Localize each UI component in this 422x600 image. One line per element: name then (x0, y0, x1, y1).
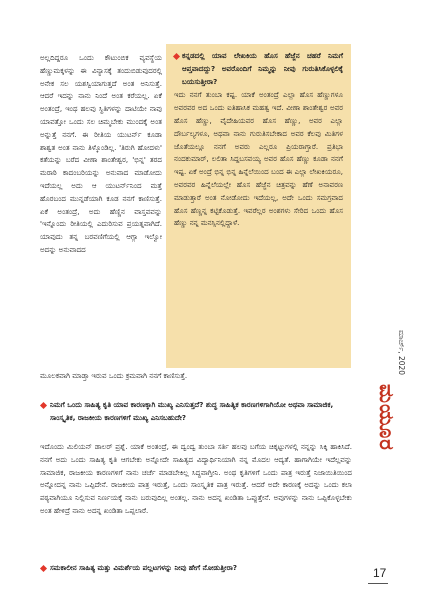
left-column-text: ಅಲ್ಲದಿದ್ದರೂ ಒಂದು ಕೌಟುಂಬಿಕ ವ್ಯವಸ್ಥೆಯ ಹೆಣ್ಣುಮಕ್ಕಳನ್ನು ಈ ವಿನ್ಯಾಸಕ್ಕೆ ತಂದುಬಿಡುವುದರಲ್ಲಿ ಅನೇಕ ಸಲ ಯಶಸ್ವಿಯಾಗುತ್ತದೆ ಅಂತ ಅನಿಸುತ್ತೆ. ಆದರೆ ಇದನ್ನು ನಾನು ನಿಂದೆ ಅಂತ ಕರೆಯಲ್ಲ. ಏಕೆ ಅಂತಂದ್ರೆ, ಇಂಥ ಹಲವು ಸ್ಥಿತಿಗಳನ್ನು ದಾಟಿಯೇ ನಾವು ಯಾವತ್ತೋ ಒಂದು ಸಲ ಚಿಮ್ಮಬೇಕು ಮುಂದಕ್ಕೆ ಅಂತ ಅನ್ನುತ್ತೆ ನನಗೆ. ಈ ರೀತಿಯ ಯುಟರ್ನ್ ಕೂಡಾ ಶಾಶ್ವತ ಅಂತ ನಾನು ತಿಳ್ಕೊಂಡಿಲ್ಲ. 'ತಿರುಗಿ ಹೋದಳು' ಕತೆಯನ್ನು ಬರೆದ ವೀಣಾ ಶಾಂತೇಶ್ವರ, 'ಭಿನ್ನ' ತರದ ಮರಾಠಿ ಕಾದಂಬರಿಯನ್ನು ಅನುವಾದ ಮಾಡೋದು ಇದೆಯಲ್ಲ ಅದು ಆ ಯುಟರ್ನ್‌ನಿಂದ ಮತ್ತೆ ಹೊರಬಂದ ಮುನ್ನಡೆಯಾಗಿ ಕೂಡ ನನಗೆ ಕಾಣಿಸುತ್ತೆ. ಏಕೆ ಅಂತಂದ್ರೆ, ಅದು ಹೆಣ್ಣಿನ ವಾಸ್ತವವನ್ನು 'ಇನ್ನೊಂದು ರೀತಿಯಲ್ಲಿ ಎದುರಿಸುವ ಪ್ರಯತ್ನವಾಗಿದೆ. ಯಾವುದು ತನ್ನ ಬರವಣಿಗೆಯಲ್ಲಿ ಆಗ್ಲಾ ಇಲ್ವೋ ಅದನ್ನು ಅನುವಾದದ (40, 53, 162, 254)
bullet-icon (40, 402, 47, 409)
question-3 (40, 562, 352, 575)
callout-answer: ಇದು ನನಗೆ ತುಂಬಾ ಕಷ್ಟ. ಯಾಕೆ ಅಂತಂದ್ರೆ ಎಲ್ಲಾ ಹೊಸ ಹೆಣ್ಣುಗಳೂ ಅವರವರ ಅದ ಒಂದು ಐತಿಹಾಸಿಕ ಮಹತ್ವ ಇದೆ. ವೀಣಾ ಶಾಂತೇಶ್ವರ ಅವರ ಹೊಸ ಹೆಣ್ಣು, ವೈದೇಹಿಯವರ ಹೊಸ ಹೆಣ್ಣು, ಅವರ ಎಲ್ಲಾ ದೌರ್ಬಲ್ಯಗಳೂ, ಅಥವಾ ನಾನು ಗುರುತಿಸಬೇಕಾದ ಅವರ ಕೆಲವು ಮಿತಿಗಳ ಜೊತೆಯಲ್ಲೂ ನನಗೆ ಅವರು ಎಲ್ಲರೂ ಪ್ರಿಯರಾಗ್ತಾರೆ. ಪ್ರತಿಭಾ ನಂದಕುಮಾರ್, ಲಲಿತಾ ಸಿದ್ದಬಸವಯ್ಯ ಅವರ ಹೊಸ ಹೆಣ್ಣು ಕೂಡಾ ನನಗೆ ಇಷ್ಟ. ಏಕೆ ಅಂದ್ರೆ ಭಿನ್ನ ಭಿನ್ನ ಹಿನ್ನೆಲೆಯಿಂದ ಬಂದ ಈ ಎಲ್ಲಾ ಲೇಖಕಿಯರೂ, ಅವರವರ ಹಿನ್ನೆಲೆಯಲ್ಲೇ ಹೊಸ ಹೆಜ್ಜೆನ ಚಿತ್ರವನ್ನು ಹೆಣೆ ಅನಾವರಣ ಮಾಡುತ್ತಾರೆ ಅಂತ ನೋಡೋದು ಇದೆಯಲ್ಲ, ಅದೇ ಒಂದು ಸಮಗ್ರವಾದ ಹೊಸ ಹೆಣ್ಣನ್ನ ಕಟ್ಟಿಕೊಡುತ್ತೆ. ಇವರೆಲ್ಲರ ಅಂಶಗಳು ಸೇರಿದ ಒಂದು ಹೊಸ ಹೆಣ್ಣು ನನ್ನ ಮನಸ್ಸಿನಲ್ಲಿದ್ದಾಳೆ. (174, 90, 343, 228)
question-2-text: ನಿಮಗೆ ಒಂದು ಸಾಹಿತ್ಯ ಕೃತಿ ಯಾವ ಕಾರಣಕ್ಕಾಗಿ ಮುಖ್ಯ ಎನಿಸುತ್ತದೆ? ಶುದ್ಧ ಸಾಹಿತ್ಯಿಕ ಕಾರಣಗಳಿಗಾಗಿಯೋ ಅಥವಾ ಸಾಮಾಜಿಕ, ಸಾಂಸ್ಕೃತಿಕ, ರಾಜಕೀಯ ಕಾರಣಗಳಿಗೆ ಮುಖ್ಯ ಎನಿಸಬಹುದೇ? (50, 400, 334, 422)
question-3-text: ಸಮಕಾಲೀನ ಸಾಹಿತ್ಯ ಮತ್ತು ವಿಮರ್ಶೆಯ ಪಲ್ಲಟಗಳನ್ನು ನೀವು ಹೇಗೆ ನೋಡುತ್ತೀರಾ? (50, 563, 237, 572)
callout-box (166, 44, 351, 368)
footer-rule (368, 583, 388, 584)
continuation-paragraph: ಮೂಲಕವಾಗಿ ಮಾಡ್ತಾ ಇರುವ ಒಂದು ಕ್ರಮವಾಗಿ ನನಗೆ ಕಾಣಿಸುತ್ತೆ. (40, 371, 188, 380)
left-column (40, 52, 162, 257)
bullet-icon (173, 53, 180, 60)
bullet-icon (40, 565, 47, 572)
magazine-masthead: ಮಯೂರ (375, 384, 399, 451)
issue-date: ಮಾರ್ಚ್, 2020 (397, 330, 406, 376)
question-2 (40, 399, 352, 425)
callout-question (174, 50, 343, 88)
page-number: 17 (373, 566, 387, 580)
answer-2: ಇದೊಂದು ಮಿಲಿಯನ್ ಡಾಲರ್ ಪ್ರಶ್ನೆ. ಯಾಕೆ ಅಂತಂದ್ರೆ, ಈ ದ್ವಂದ್ವ ತುಂಬಾ ಸರ್ತಿ ಹಲವು ಬಗೆಯ ಚಿಕ್ಕಟ್ಟುಗಳಲ್ಲಿ ನನ್ನನ್ನು ಸಿಕ್ಕಿ ಹಾಕಿಸಿದೆ. ನನಗೆ ಅದು ಒಂದು ಸಾಹಿತ್ಯ ಕೃತಿ ಆಗಬೇಕು ಅನ್ನೋದೇ ಸಾಹಿತ್ಯದ ವಿದ್ಯಾರ್ಥಿನಿಯಾಗಿ ನನ್ನ ಮೊದಲ ಆದ್ಯತೆ. ಹಾಗಾಗಿಯೇ ಇದೆಲ್ಲವನ್ನು ಸಾಮಾಜಿಕ, ರಾಜಕೀಯ ಕಾರಣಗಳಿಗೆ ನಾನು ಚರ್ಚೆ ಮಾಡಬೇಕಿಲ್ಲ ಸಿದ್ಧವಾಗ್ತೀನಿ. ಅಂಥ ಕೃತಿಗಳಿಗೆ ಒಂದು ಪಾತ್ರ ಇರುತ್ತೆ ನಿಜಾಯಿತಿಯಿಂದ ಅನ್ನೋದನ್ನ ನಾನು ಒಪ್ಪಿದೇನೆ. ರಾಜಕೀಯ ಪಾತ್ರ ಇರುತ್ತೆ, ಒಂದು ಸಾಂಸ್ಕೃತಿಕ ಪಾತ್ರ ಇರುತ್ತೆ. ಆದರೆ ಅದೇ ಕಾರಣಕ್ಕೆ ಅದನ್ನು ಒಂದು ಕಲಾ ಪಠ್ಯವಾಗಿಯೂ ನಿಲ್ಲಿಸುವ ನಿರ್ಣಯಕ್ಕೆ ನಾನು ಬರುವುದಿಲ್ಲ ಅಂತಲ್ಲ. ನಾನು ಅದನ್ನ ಖಂಡಿತಾ ಒಪ್ಪುತ್ತೇನೆ. ಅವುಗಳನ್ನು ನಾನು ಒಪ್ಪಿಕೊಳ್ಳಬೇಕು ಅಂತ ಹೇಳಿದ್ರೆ ನಾನು ಅದನ್ನ ಖಂಡಿತಾ ಒಪ್ಪಲಾರೆ. (40, 442, 352, 515)
callout-question-text: ಕನ್ನಡದಲ್ಲಿ ಯಾವ ಲೇಖಕಿಯ ಹೊಸ ಹೆಜ್ಜೆನ ಚಹರೆ ನಿಮಗೆ ಆಪ್ತವಾದದ್ದು? ಅವರೊಂದಿಗೆ ನಿಮ್ಮನ್ನು ನೀವು ಗುರುತಿಸಿಕೊಳ್ಳಲಿಕ್ಕೆ ಬಯಸುತ್ತೀರಾ? (182, 51, 343, 86)
